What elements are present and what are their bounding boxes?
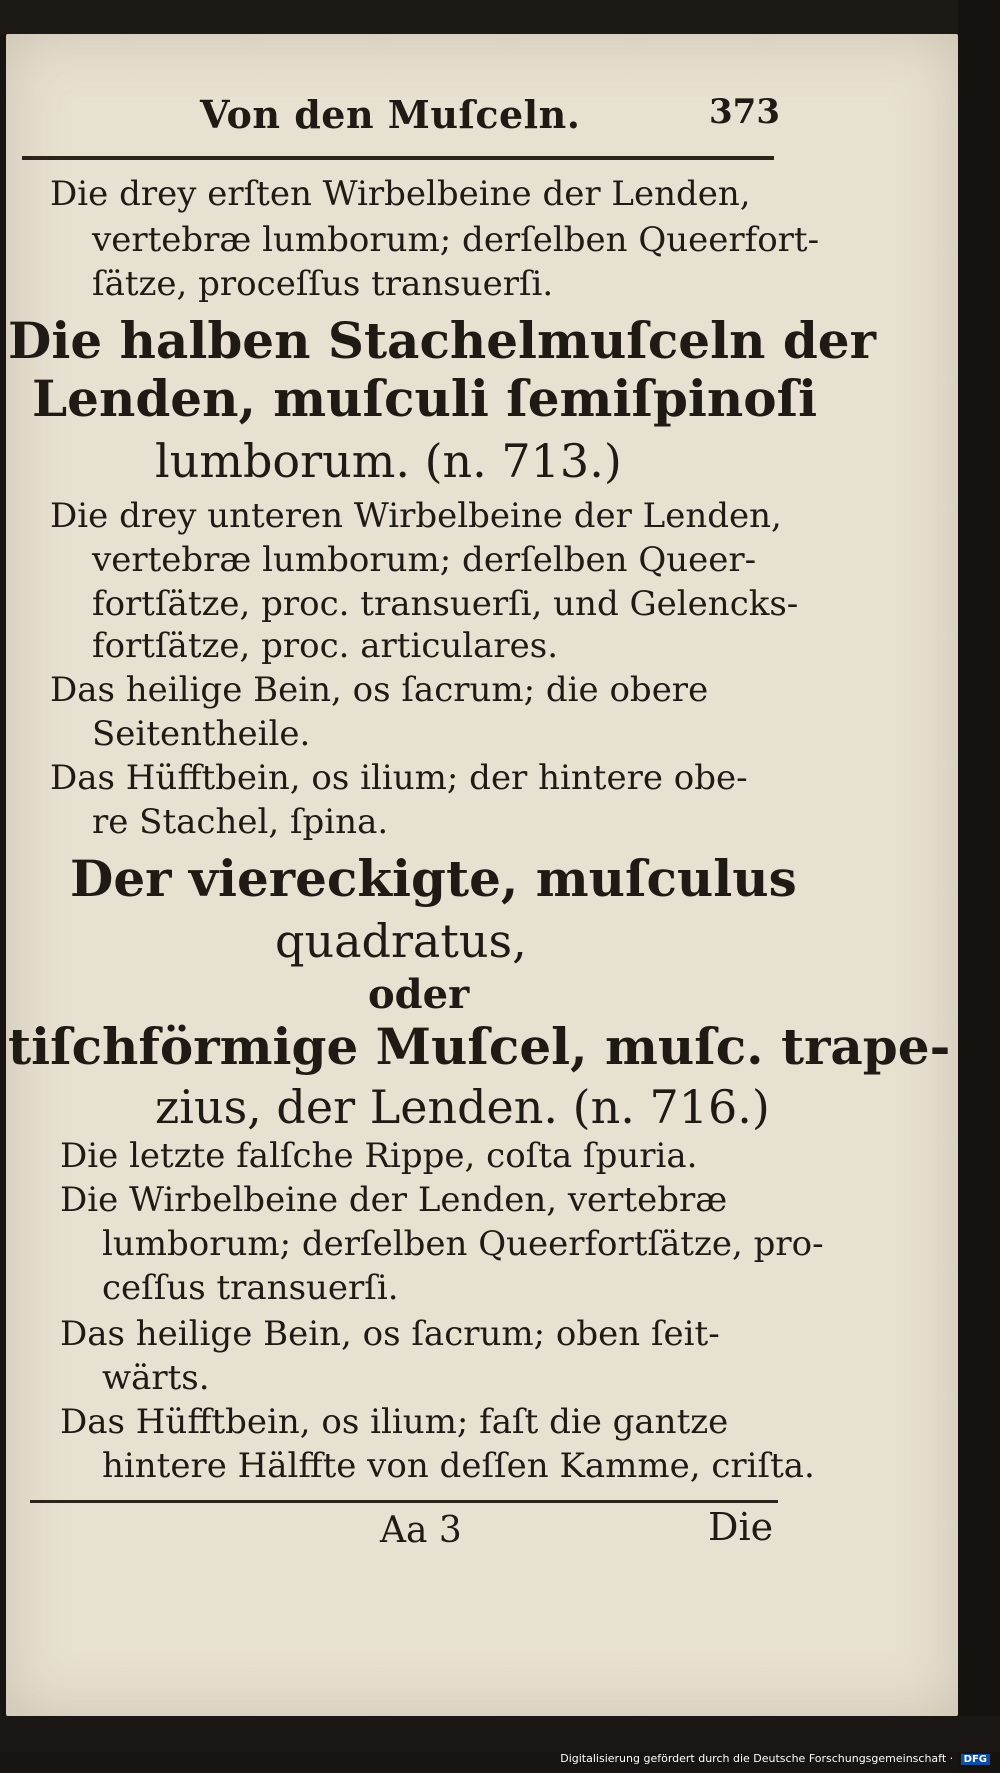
text-line: Das Hüfftbein, os ilium; faſt die gantze	[60, 1402, 729, 1442]
text-line: Das heilige Bein, os ſacrum; die obere	[50, 670, 709, 710]
running-title: Von den Muſceln.	[200, 92, 581, 137]
text-line: vertebræ lumborum; derſelben Queer-	[92, 540, 757, 580]
signature-mark: Aa 3	[380, 1510, 462, 1551]
text-line: Seitentheile.	[92, 714, 311, 754]
text-line: Die drey erſten Wirbelbeine der Lenden,	[50, 174, 751, 214]
text-line: re Stachel, ſpina.	[92, 802, 389, 842]
text-line: vertebræ lumborum; derſelben Queerfort-	[92, 220, 820, 260]
text-line: Die Wirbelbeine der Lenden, vertebræ	[60, 1180, 728, 1220]
text-line: lumborum; derſelben Queerfortſätze, pro-	[102, 1224, 824, 1264]
header-rule	[22, 156, 774, 160]
text-line: hintere Hälffte von deſſen Kamme, criſta.	[102, 1446, 815, 1486]
footer-rule	[30, 1500, 778, 1503]
text-line: Das heilige Bein, os ſacrum; oben ſeit-	[60, 1314, 720, 1354]
digitization-credit	[560, 1752, 990, 1770]
section-heading: oder	[368, 971, 470, 1018]
section-heading: lumborum. (n. 713.)	[155, 434, 622, 488]
credit-text: Digitalisierung gefördert durch die Deutsche Forschungsgemeinschaft ·	[560, 1752, 954, 1765]
text-line: fortſätze, proc. transuerſi, und Gelencks-	[92, 584, 799, 624]
page-number: 373	[709, 92, 780, 132]
section-heading: Die halben Stachelmuſceln der	[8, 311, 876, 370]
section-heading: Lenden, muſculi ſemiſpinoſi	[32, 369, 818, 428]
text-line: Das Hüfftbein, os ilium; der hintere obe-	[50, 758, 748, 798]
text-line: fortſätze, proc. articulares.	[92, 626, 559, 666]
text-line: ceſſus transuerſi.	[102, 1268, 399, 1308]
section-heading: tiſchförmige Muſcel, muſc. trape-	[8, 1017, 951, 1076]
scan-border-top	[0, 0, 1000, 34]
catchword: Die	[708, 1505, 774, 1549]
text-line: Die drey unteren Wirbelbeine der Lenden,	[50, 496, 782, 536]
text-line: ſätze, proceſſus transuerſi.	[92, 264, 554, 304]
section-heading: quadratus,	[275, 914, 527, 968]
scan-border-bottom	[0, 1716, 1000, 1752]
text-line: wärts.	[102, 1358, 210, 1398]
running-header	[200, 92, 780, 148]
section-heading: zius, der Lenden. (n. 716.)	[155, 1080, 770, 1134]
dfg-logo-icon: DFG	[961, 1754, 990, 1765]
section-heading: Der viereckigte, muſculus	[70, 849, 797, 908]
text-line: Die letzte falſche Rippe, coſta ſpuria.	[60, 1136, 698, 1176]
scan-border-right	[958, 0, 1000, 1773]
